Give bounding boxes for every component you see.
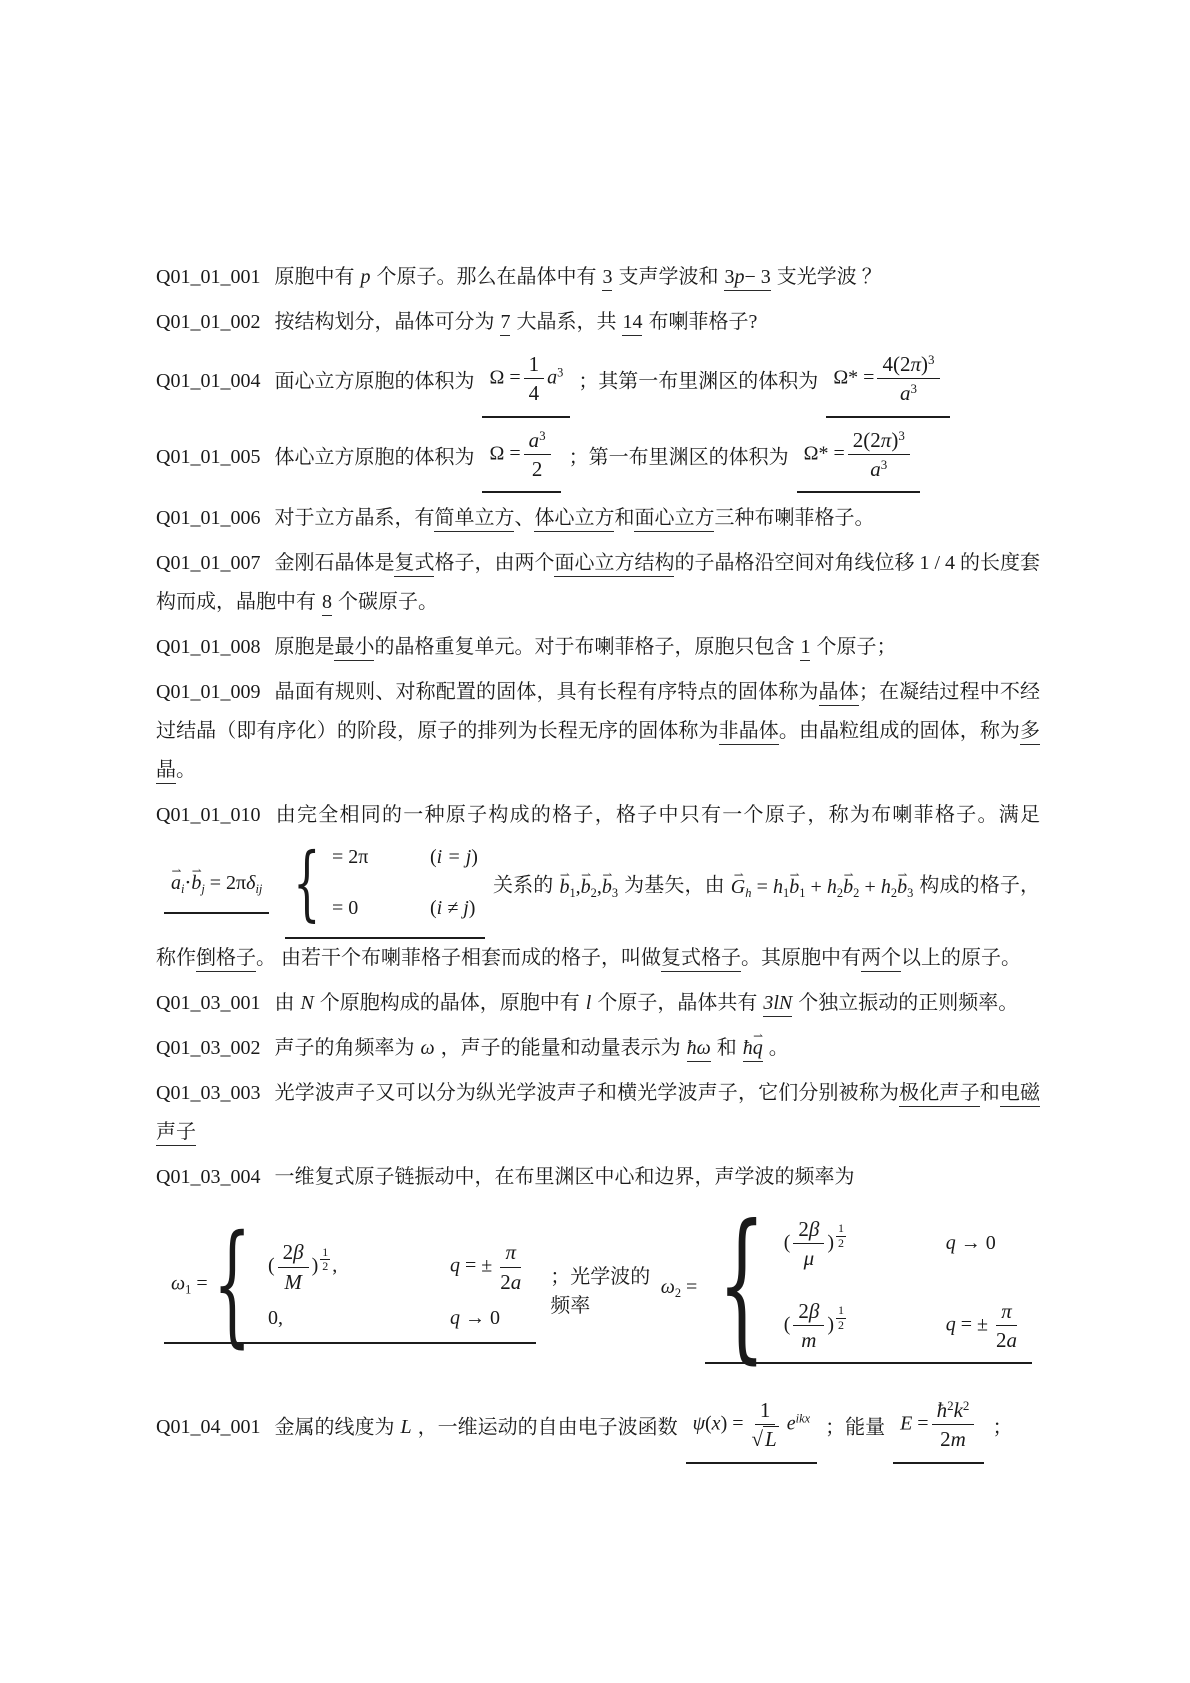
text-segment: 支声学波和 bbox=[618, 266, 719, 288]
paren: ( bbox=[429, 846, 437, 868]
case-row bbox=[784, 1216, 1025, 1272]
math-beta: β bbox=[293, 1240, 304, 1265]
fraction bbox=[877, 351, 939, 407]
text-segment: 个原子； bbox=[816, 636, 897, 658]
formula-fcc-cell-volume bbox=[482, 348, 570, 418]
text-segment: 金属的线度为 bbox=[274, 1416, 395, 1439]
answer-blank: 14 bbox=[622, 311, 642, 336]
radical-sign: √ bbox=[751, 1427, 764, 1452]
formula-lhs: Ω = bbox=[489, 441, 521, 464]
paren: ) bbox=[471, 846, 478, 868]
question-Q01_01_006 bbox=[156, 499, 1040, 538]
math-delta: δ bbox=[246, 871, 256, 894]
superscript: ikx bbox=[795, 1411, 811, 1426]
numerator bbox=[524, 427, 551, 455]
text-segment: ，一维运动的自由电子波函数 bbox=[417, 1416, 678, 1439]
math-var: q bbox=[449, 1254, 460, 1277]
subscript: 2 bbox=[590, 885, 597, 900]
math-var: h bbox=[826, 875, 837, 898]
math-num: 3 bbox=[724, 266, 735, 288]
text-segment: 支光学波 ？ bbox=[776, 266, 882, 288]
subscript: i bbox=[181, 881, 185, 896]
numerator bbox=[278, 1239, 309, 1267]
answer-blank: 3lN bbox=[763, 992, 792, 1017]
formula-reciprocal-vector bbox=[731, 876, 913, 898]
math-num: 2 bbox=[798, 1217, 809, 1241]
text-segment: 的晶格重复单元。对于布喇菲格子，原胞只包含 bbox=[374, 636, 795, 658]
math-var: p bbox=[360, 266, 371, 288]
question-Q01_03_002 bbox=[156, 1029, 1040, 1068]
numerator bbox=[848, 427, 910, 455]
text-segment: 面心立方原胞的体积为 bbox=[274, 370, 475, 393]
subscript: j bbox=[201, 881, 205, 896]
question-Q01_01_002 bbox=[156, 303, 1040, 342]
subscript: 2 bbox=[890, 885, 898, 900]
question-id: Q01_01_002 bbox=[156, 311, 261, 333]
text-segment: 体心立方原胞的体积为 bbox=[274, 445, 475, 468]
numerator bbox=[793, 1298, 824, 1326]
subscript: 1 bbox=[185, 1282, 192, 1297]
math-eq: = bbox=[912, 1412, 929, 1435]
math-eq: = ± bbox=[955, 1312, 988, 1335]
text-segment: 原胞中有 bbox=[274, 266, 355, 288]
denominator: 2 bbox=[322, 1259, 329, 1274]
comma: , bbox=[596, 875, 602, 898]
paren: ) bbox=[468, 897, 476, 919]
subscript: 2 bbox=[674, 1286, 682, 1301]
text-segment: 和 bbox=[979, 1082, 1000, 1104]
answer-blank: 电磁声子 bbox=[156, 1082, 1040, 1146]
math-cond: i ≠ j bbox=[436, 897, 469, 919]
math-pi: π bbox=[910, 352, 921, 376]
text-segment: 晶面有规则、对称配置的固体，具有长程有序特点的固体称为 bbox=[274, 681, 819, 703]
math-var: h bbox=[772, 875, 783, 898]
answer-blank: 极化声子 bbox=[899, 1082, 980, 1107]
math-var: N bbox=[300, 992, 314, 1014]
question-id: Q01_03_002 bbox=[156, 1037, 261, 1059]
math-num: 2 bbox=[996, 1327, 1007, 1352]
math-cond: i = j bbox=[436, 846, 472, 868]
superscript: 3 bbox=[557, 365, 564, 380]
answer-blank: 非晶体 bbox=[719, 720, 779, 745]
numerator: π bbox=[996, 1298, 1017, 1326]
case-row bbox=[332, 889, 478, 928]
numerator: 1 bbox=[755, 1397, 776, 1425]
math-num: 2 bbox=[798, 1298, 809, 1323]
text-segment: 光学波声子又可以分为纵光学波声子和横光学波声子，它们分别被称为 bbox=[274, 1082, 900, 1104]
formula-wavefunction bbox=[686, 1394, 818, 1464]
fraction bbox=[991, 1298, 1022, 1354]
math-var: a bbox=[510, 1269, 522, 1294]
question-Q01_01_010 bbox=[156, 796, 1040, 978]
math-var: a bbox=[1006, 1327, 1017, 1352]
formula-lhs: Ω* = bbox=[833, 366, 875, 389]
math-var: L bbox=[400, 1416, 412, 1439]
case-value: = 0 bbox=[331, 897, 359, 919]
text-segment: 布喇菲格子? bbox=[648, 311, 758, 333]
case-value bbox=[784, 1216, 912, 1272]
fraction bbox=[932, 1397, 975, 1453]
left-brace: { bbox=[293, 835, 321, 931]
question-Q01_01_005 bbox=[156, 424, 1040, 494]
text-segment: 按结构划分，晶体可分为 bbox=[274, 311, 495, 333]
formula-lhs: Ω* = bbox=[803, 441, 845, 464]
subscript: 1 bbox=[569, 885, 576, 900]
text-segment: ；光学波的频率 bbox=[550, 1265, 651, 1317]
formula-reciprocal-basis-condition bbox=[156, 835, 493, 931]
case-condition bbox=[450, 1239, 529, 1295]
vector-b2: ⇀ b bbox=[581, 868, 591, 907]
math-var: h bbox=[880, 875, 891, 898]
math-var: x bbox=[711, 1412, 721, 1435]
text-segment: 原胞是 bbox=[274, 636, 335, 658]
vector-b: ⇀ b bbox=[191, 864, 201, 903]
case-value bbox=[268, 1239, 416, 1295]
math-limit: → 0 bbox=[459, 1306, 500, 1329]
vector-b1: ⇀ b bbox=[789, 868, 799, 907]
answer-blank: 最小 bbox=[334, 636, 374, 661]
math-eq: ) = bbox=[720, 1412, 744, 1435]
denominator: m bbox=[801, 1327, 817, 1352]
math-eq: = bbox=[756, 875, 768, 898]
text-segment: 以上的原子。 bbox=[901, 947, 1021, 969]
question-Q01_03_001 bbox=[156, 984, 1040, 1023]
text-segment: 。 由若干个布喇菲格子相套而成的格子，叫做 bbox=[256, 947, 661, 969]
math-var: E bbox=[900, 1412, 913, 1435]
answer-blank: 两个 bbox=[861, 947, 901, 972]
plus: + bbox=[864, 875, 876, 898]
dot-operator: ⋅ bbox=[184, 871, 192, 894]
optical-branch-formula bbox=[660, 1190, 1040, 1379]
math-var: l bbox=[585, 992, 592, 1014]
case-condition bbox=[946, 1298, 1025, 1354]
question-Q01_01_009 bbox=[156, 673, 1040, 790]
fraction bbox=[848, 427, 910, 483]
denominator bbox=[895, 379, 922, 406]
radicand: L bbox=[765, 1427, 777, 1452]
math-eq: = bbox=[191, 1272, 208, 1295]
case-row bbox=[268, 1239, 529, 1295]
case-rows bbox=[332, 838, 478, 928]
math-num: 2(2 bbox=[852, 427, 881, 452]
answer-blank: 面心立方 bbox=[634, 507, 714, 532]
math-var: a bbox=[899, 381, 911, 406]
text-segment: 关系的 bbox=[492, 874, 554, 897]
text-segment: ，声子的能量和动量表示为 bbox=[440, 1037, 681, 1059]
math-limit: → 0 bbox=[955, 1232, 996, 1255]
answer-blank: 多晶 bbox=[156, 720, 1040, 784]
denominator bbox=[935, 1425, 971, 1452]
answer-blank: 面心立方结构 bbox=[554, 552, 674, 577]
fraction bbox=[278, 1239, 309, 1295]
question-id: Q01_01_007 bbox=[156, 552, 261, 574]
math-pi: π bbox=[880, 427, 892, 452]
math-omega: ω bbox=[171, 1272, 186, 1295]
denominator bbox=[495, 1268, 526, 1295]
question-Q01_03_004 bbox=[156, 1158, 1040, 1197]
basis-vectors bbox=[559, 876, 618, 898]
text-segment: 的子晶格沿空间对角线位移 1 / 4 的长度套构而成，晶胞中有 bbox=[156, 552, 1041, 613]
superscript: 3 bbox=[910, 381, 917, 397]
subscript: 2 bbox=[853, 885, 860, 900]
superscript: 2 bbox=[947, 1397, 954, 1413]
subscript: 3 bbox=[907, 885, 914, 900]
left-brace: { bbox=[212, 1207, 251, 1361]
case-value: 0, bbox=[267, 1306, 283, 1329]
math-var: m bbox=[950, 1427, 966, 1452]
question-id: Q01_01_006 bbox=[156, 507, 261, 529]
denominator: M bbox=[284, 1269, 302, 1294]
question-id: Q01_01_004 bbox=[156, 370, 261, 393]
math-omega: ω bbox=[660, 1276, 675, 1299]
text-segment: 金刚石晶体是 bbox=[274, 552, 395, 574]
numerator bbox=[932, 1397, 975, 1425]
document-page bbox=[156, 258, 1040, 1470]
question-id: Q01_03_004 bbox=[156, 1166, 261, 1188]
math-num: 2 bbox=[282, 1240, 294, 1265]
formula-dot-product bbox=[164, 861, 269, 914]
math-eq: = ± bbox=[459, 1254, 493, 1277]
vector-b2: ⇀ b bbox=[843, 868, 853, 907]
paren: ) bbox=[827, 1312, 835, 1335]
numerator: 1 bbox=[322, 1244, 329, 1259]
math-num: − 3 bbox=[744, 266, 771, 288]
math-var: k bbox=[953, 1398, 963, 1422]
paren: ( bbox=[705, 1412, 712, 1435]
fraction bbox=[524, 351, 545, 407]
text-segment: 。 bbox=[176, 759, 196, 781]
paren: ) bbox=[311, 1254, 319, 1277]
vector-q: ⇀ q bbox=[753, 1029, 763, 1068]
math-num: 2 bbox=[940, 1427, 951, 1452]
answer-blank: 1 bbox=[800, 636, 810, 661]
numerator: 1 bbox=[838, 1302, 845, 1317]
text-segment: 。 bbox=[768, 1037, 789, 1059]
answer-blank: 倒格子 bbox=[196, 947, 256, 972]
question-Q01_01_001 bbox=[156, 258, 1040, 297]
denominator bbox=[747, 1425, 784, 1452]
math-psi: ψ bbox=[692, 1412, 705, 1435]
text-segment: 声子的角频率为 bbox=[274, 1037, 415, 1059]
case-condition bbox=[450, 1307, 500, 1330]
answer-blank: 复式格子 bbox=[661, 947, 741, 972]
math-eq: = 2π bbox=[209, 871, 247, 894]
paren: ( bbox=[429, 897, 437, 919]
math-hbar: ħ bbox=[936, 1398, 948, 1422]
math-var: q bbox=[945, 1312, 956, 1335]
text-segment: ；能量 bbox=[825, 1416, 886, 1439]
superscript: 3 bbox=[898, 427, 905, 443]
answer-blank: 晶体 bbox=[819, 681, 859, 706]
answer-blank bbox=[743, 1037, 763, 1062]
fraction bbox=[747, 1397, 784, 1453]
optical-cases bbox=[705, 1190, 1032, 1379]
text-segment: 、 bbox=[514, 507, 535, 529]
fraction bbox=[524, 427, 551, 483]
paren: ( bbox=[783, 1231, 791, 1254]
question-id: Q01_01_001 bbox=[156, 266, 261, 288]
vector-a: ⇀ a bbox=[171, 864, 181, 903]
math-eq: = bbox=[681, 1276, 698, 1299]
formula-free-electron-energy bbox=[893, 1394, 984, 1464]
question-id: Q01_03_003 bbox=[156, 1082, 261, 1104]
numerator bbox=[877, 351, 939, 379]
answer-blank: 8 bbox=[322, 591, 332, 616]
math-hbar: ħ bbox=[742, 1037, 753, 1059]
case-condition bbox=[430, 838, 478, 877]
text-segment: 个原子。那么在晶体中有 bbox=[376, 266, 597, 288]
numerator: 1 bbox=[838, 1221, 845, 1236]
question-Q01_01_008 bbox=[156, 628, 1040, 667]
superscript: 3 bbox=[880, 456, 888, 472]
case-rows bbox=[784, 1216, 1025, 1353]
text-segment: 三种布喇菲格子。 bbox=[714, 507, 875, 529]
question-id: Q01_03_001 bbox=[156, 992, 261, 1014]
answer-blank: 7 bbox=[500, 311, 510, 336]
comma: , bbox=[575, 875, 581, 898]
math-e: e bbox=[786, 1412, 796, 1435]
denominator: 2 bbox=[838, 1317, 845, 1332]
formula-cases bbox=[285, 835, 485, 939]
denominator: 2 bbox=[531, 456, 543, 481]
superscript: 3 bbox=[928, 351, 935, 367]
answer-blank-math bbox=[724, 266, 770, 291]
acoustic-branch-formula bbox=[164, 1207, 536, 1361]
subscript: 3 bbox=[611, 885, 619, 900]
text-segment: 和 bbox=[614, 507, 635, 529]
case-value: = 2π bbox=[331, 846, 369, 868]
text-segment: 。由晶粒组成的固体，称为 bbox=[778, 720, 1021, 742]
case-row bbox=[268, 1307, 529, 1330]
numerator bbox=[793, 1216, 824, 1244]
math-beta: β bbox=[808, 1217, 820, 1241]
text-segment: ； bbox=[992, 1416, 1013, 1439]
math-var: a bbox=[528, 427, 540, 452]
question-Q01_03_003 bbox=[156, 1074, 1040, 1152]
fraction bbox=[793, 1216, 824, 1272]
question-id: Q01_01_005 bbox=[156, 445, 261, 468]
text-segment: 构成的格子，称作 bbox=[156, 874, 1041, 969]
text-segment: 由完全相同的一种原子构成的格子，格子中只有一个原子，称为布喇菲格子。满足 bbox=[274, 804, 1040, 826]
subscript: 1 bbox=[782, 885, 790, 900]
plus: + bbox=[810, 875, 822, 898]
answer-blank: 复式 bbox=[394, 552, 434, 577]
case-condition bbox=[430, 889, 475, 928]
math-num: 2 bbox=[500, 1269, 511, 1294]
fraction bbox=[793, 1298, 824, 1354]
fraction bbox=[495, 1239, 526, 1295]
math-beta: β bbox=[808, 1298, 820, 1323]
math-var: p bbox=[734, 266, 745, 288]
text-segment: 一维复式原子链振动中，在布里渊区中心和边界，声学波的频率为 bbox=[274, 1166, 855, 1188]
paren: ( bbox=[267, 1254, 275, 1277]
question-Q01_01_007 bbox=[156, 544, 1040, 622]
formula-bcc-bz-volume bbox=[797, 424, 920, 494]
case-rows bbox=[268, 1239, 529, 1330]
vector-b1: ⇀ b bbox=[559, 868, 569, 907]
subscript: ij bbox=[255, 881, 263, 896]
denominator bbox=[865, 455, 892, 482]
text-segment: 由 bbox=[274, 992, 295, 1014]
denominator bbox=[991, 1326, 1022, 1353]
comma: , bbox=[332, 1254, 338, 1277]
case-row bbox=[784, 1298, 1025, 1354]
formula-fcc-bz-volume bbox=[826, 348, 949, 418]
answer-blank: 3 bbox=[602, 266, 612, 291]
exponent-half bbox=[836, 1222, 846, 1251]
text-segment: ；其第一布里渊区的体积为 bbox=[578, 370, 819, 393]
subscript: 2 bbox=[836, 885, 844, 900]
left-brace: { bbox=[718, 1190, 766, 1379]
denominator: 4 bbox=[528, 381, 540, 406]
exponent-half bbox=[836, 1304, 846, 1333]
text-segment: ；第一布里渊区的体积为 bbox=[568, 445, 789, 468]
numerator: 1 bbox=[524, 351, 545, 379]
text-segment: 对于立方晶系，有 bbox=[274, 507, 435, 529]
text-segment: 个碳原子。 bbox=[338, 591, 438, 613]
numerator: π bbox=[500, 1239, 521, 1267]
math-var: ω bbox=[420, 1037, 435, 1059]
answer-blank: 体心立方 bbox=[534, 507, 614, 532]
superscript: 3 bbox=[539, 427, 546, 443]
math-paren: ) bbox=[921, 352, 928, 376]
paren: ( bbox=[783, 1312, 791, 1335]
text-segment: 个独立振动的正则频率。 bbox=[798, 992, 1019, 1014]
answer-blank: ħω bbox=[687, 1037, 711, 1062]
math-var: q bbox=[945, 1232, 956, 1255]
exponent-half bbox=[320, 1246, 330, 1275]
vector-b3: ⇀ b bbox=[897, 868, 907, 907]
subscript: 1 bbox=[799, 885, 806, 900]
subscript: h bbox=[745, 885, 752, 900]
math-var: q bbox=[449, 1306, 460, 1329]
question-id: Q01_01_009 bbox=[156, 681, 261, 703]
superscript: 2 bbox=[962, 1397, 970, 1413]
answer-blank: 简单立方 bbox=[434, 507, 514, 532]
question-Q01_04_001 bbox=[156, 1394, 1040, 1464]
math-var: a bbox=[547, 366, 558, 389]
dispersion-formulas bbox=[156, 1190, 1040, 1379]
math-paren: ) bbox=[891, 427, 899, 452]
vector-b3: ⇀ b bbox=[602, 868, 612, 907]
case-value bbox=[784, 1298, 912, 1354]
question-Q01_01_004 bbox=[156, 348, 1040, 418]
question-id: Q01_01_008 bbox=[156, 636, 261, 658]
text-segment: 格子，由两个 bbox=[434, 552, 555, 574]
math-num: 4(2 bbox=[882, 352, 911, 376]
vector-G: ⇀ G bbox=[731, 868, 745, 907]
text-segment: ；在凝结过程中不经过结晶（即有序化）的阶段，原子的排列为长程无序的固体称为 bbox=[156, 681, 1041, 742]
case-condition bbox=[946, 1232, 996, 1255]
question-id: Q01_04_001 bbox=[156, 1416, 261, 1439]
math-var: a bbox=[870, 456, 881, 481]
text-segment: 个原胞构成的晶体，原胞中有 bbox=[319, 992, 580, 1014]
text-segment: 大晶系，共 bbox=[516, 311, 617, 333]
paren: ) bbox=[827, 1231, 835, 1254]
text-segment: 。其原胞中有 bbox=[741, 947, 861, 969]
text-segment: 个原子，晶体共有 bbox=[597, 992, 758, 1014]
formula-bcc-cell-volume bbox=[482, 424, 560, 494]
text-segment: 为基矢，由 bbox=[624, 874, 725, 897]
denominator: 2 bbox=[838, 1236, 845, 1251]
case-row bbox=[332, 838, 478, 877]
formula-lhs: Ω = bbox=[489, 366, 521, 389]
question-id: Q01_01_010 bbox=[156, 804, 261, 826]
denominator: μ bbox=[803, 1246, 815, 1271]
text-segment: 和 bbox=[716, 1037, 737, 1059]
